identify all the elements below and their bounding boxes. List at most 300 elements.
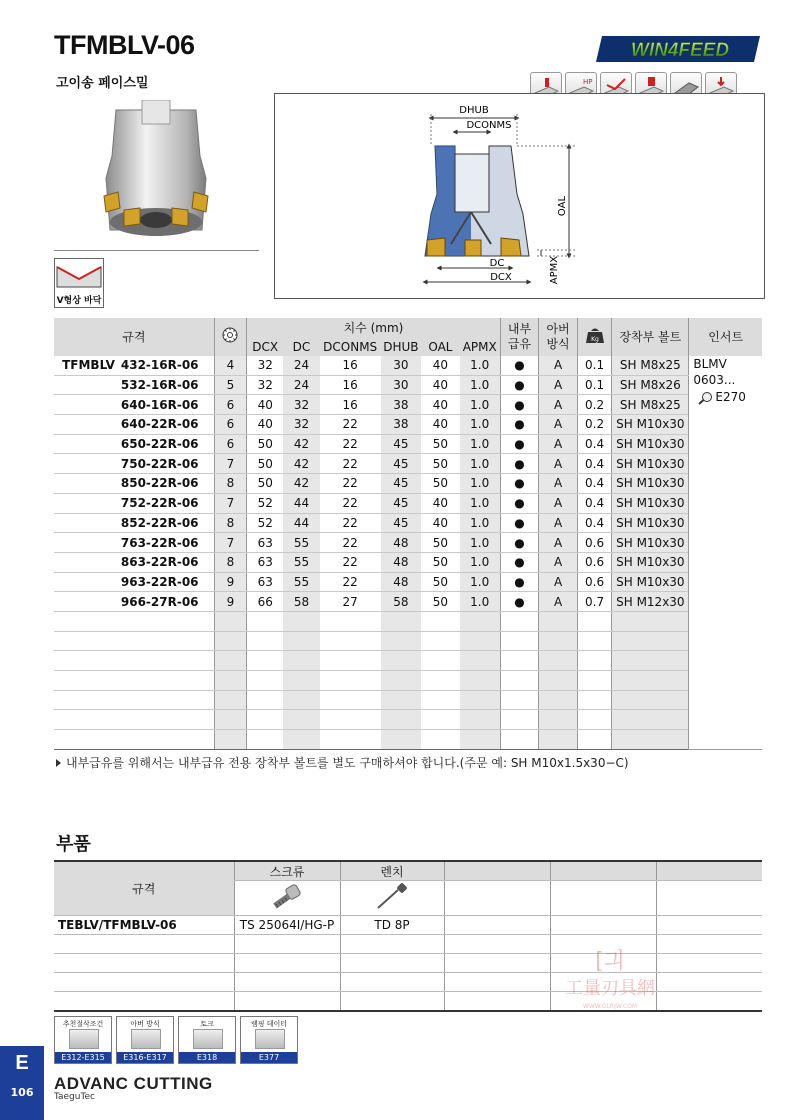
cell-dconms bbox=[320, 690, 381, 710]
cell-kg: 0.6 bbox=[577, 572, 611, 592]
cell-dcx: 52 bbox=[247, 513, 284, 533]
dc-label: DC bbox=[489, 258, 505, 269]
parts-col-designation: 규격 bbox=[54, 861, 234, 916]
cell-coolant: ● bbox=[500, 434, 539, 454]
cell-coolant bbox=[500, 651, 539, 671]
table-row bbox=[54, 375, 762, 395]
insert-code-suffix: 0603... bbox=[693, 373, 736, 387]
cutting-conditions-icon bbox=[69, 1029, 99, 1049]
cell-coolant bbox=[500, 730, 539, 750]
cell-dconms bbox=[320, 671, 381, 691]
cell-coolant: ● bbox=[500, 474, 539, 494]
col-internal-coolant: 내부 급유 bbox=[500, 318, 539, 356]
torque-icon bbox=[193, 1029, 223, 1049]
cell-apmx: 1.0 bbox=[460, 434, 501, 454]
col-mounting-bolt: 장착부 볼트 bbox=[612, 318, 689, 356]
teeth-count: 7 bbox=[214, 454, 246, 474]
cell-apmx bbox=[460, 730, 501, 750]
parts-screw bbox=[234, 973, 340, 992]
svg-text:Kg: Kg bbox=[590, 335, 599, 343]
cell-kg: 0.7 bbox=[577, 592, 611, 612]
cell-arbor: A bbox=[539, 533, 578, 553]
cell-apmx: 1.0 bbox=[460, 513, 501, 533]
parts-col-empty bbox=[550, 861, 656, 881]
cell-oal: 50 bbox=[421, 572, 460, 592]
teeth-count bbox=[214, 631, 246, 651]
cell-dconms: 22 bbox=[320, 434, 381, 454]
cell-dconms bbox=[320, 611, 381, 631]
cell-dc: 32 bbox=[283, 415, 320, 435]
cell-arbor: A bbox=[539, 493, 578, 513]
cell-apmx: 1.0 bbox=[460, 533, 501, 553]
cell-oal bbox=[421, 651, 460, 671]
teeth-count: 6 bbox=[214, 415, 246, 435]
table-row bbox=[54, 434, 762, 454]
cell-arbor: A bbox=[539, 592, 578, 612]
parts-empty-cell bbox=[444, 973, 550, 992]
model-code bbox=[117, 611, 214, 631]
cell-arbor: A bbox=[539, 356, 578, 375]
model-code bbox=[117, 651, 214, 671]
cell-bolt: SH M10x30 bbox=[612, 533, 689, 553]
page-tab bbox=[0, 1046, 44, 1120]
cell-dcx: 40 bbox=[247, 395, 284, 415]
cell-dhub: 38 bbox=[381, 395, 422, 415]
cell-bolt: SH M10x30 bbox=[612, 493, 689, 513]
teeth-count bbox=[214, 690, 246, 710]
cell-bolt: SH M10x30 bbox=[612, 474, 689, 494]
cell-dconms: 16 bbox=[320, 375, 381, 395]
cell-dconms: 22 bbox=[320, 572, 381, 592]
cell-arbor bbox=[539, 690, 578, 710]
svg-text:[긔: [긔 bbox=[595, 949, 625, 974]
cell-dconms: 16 bbox=[320, 395, 381, 415]
cell-bolt bbox=[612, 710, 689, 730]
cell-dc bbox=[283, 690, 320, 710]
cell-dc: 55 bbox=[283, 572, 320, 592]
parts-empty-cell bbox=[444, 916, 550, 935]
cell-coolant: ● bbox=[500, 493, 539, 513]
cell-dc bbox=[283, 631, 320, 651]
model-code bbox=[117, 671, 214, 691]
cell-arbor: A bbox=[539, 513, 578, 533]
model-code: 850-22R-06 bbox=[117, 474, 214, 494]
cell-oal: 50 bbox=[421, 434, 460, 454]
cell-oal: 50 bbox=[421, 552, 460, 572]
cell-coolant: ● bbox=[500, 375, 539, 395]
table-row bbox=[54, 395, 762, 415]
cell-apmx: 1.0 bbox=[460, 395, 501, 415]
cell-bolt: SH M8x25 bbox=[612, 356, 689, 375]
cell-dcx: 63 bbox=[247, 572, 284, 592]
cell-kg: 0.6 bbox=[577, 533, 611, 553]
cell-oal: 50 bbox=[421, 592, 460, 612]
cell-apmx bbox=[460, 631, 501, 651]
cell-dcx bbox=[247, 651, 284, 671]
cell-dc: 24 bbox=[283, 356, 320, 375]
cell-dcx bbox=[247, 690, 284, 710]
cell-dcx: 66 bbox=[247, 592, 284, 612]
v-bottom-label: V형상 바닥 bbox=[56, 296, 102, 306]
cell-kg bbox=[577, 651, 611, 671]
cell-bolt bbox=[612, 730, 689, 750]
cell-dhub: 45 bbox=[381, 493, 422, 513]
cell-dhub: 45 bbox=[381, 513, 422, 533]
cell-dconms: 16 bbox=[320, 356, 381, 375]
win4feed-logo bbox=[596, 34, 764, 64]
teeth-count: 8 bbox=[214, 552, 246, 572]
cell-coolant: ● bbox=[500, 533, 539, 553]
cell-dconms bbox=[320, 710, 381, 730]
parts-col-empty bbox=[444, 861, 550, 881]
cell-dhub: 48 bbox=[381, 533, 422, 553]
cell-arbor: A bbox=[539, 434, 578, 454]
dcx-label: DCX bbox=[490, 272, 512, 283]
cell-apmx bbox=[460, 671, 501, 691]
teeth-count: 8 bbox=[214, 474, 246, 494]
cell-kg: 0.4 bbox=[577, 474, 611, 494]
svg-text:HP: HP bbox=[583, 78, 593, 86]
empty-row bbox=[54, 611, 762, 631]
table-row bbox=[54, 552, 762, 572]
cell-dc: 44 bbox=[283, 513, 320, 533]
svg-text:WWW.GLRJW.COM: WWW.GLRJW.COM bbox=[582, 1003, 638, 1010]
cell-oal bbox=[421, 730, 460, 750]
cell-coolant: ● bbox=[500, 415, 539, 435]
cell-arbor: A bbox=[539, 395, 578, 415]
parts-empty-cell bbox=[550, 916, 656, 935]
oal-label: OAL bbox=[557, 195, 568, 217]
series-prefix bbox=[54, 690, 117, 710]
cell-dconms: 22 bbox=[320, 474, 381, 494]
cell-coolant: ● bbox=[500, 552, 539, 572]
cell-coolant: ● bbox=[500, 592, 539, 612]
model-code: 963-22R-06 bbox=[117, 572, 214, 592]
teeth-count: 6 bbox=[214, 395, 246, 415]
teeth-count-icon bbox=[214, 318, 246, 356]
cell-coolant bbox=[500, 631, 539, 651]
parts-model bbox=[54, 992, 234, 1012]
cell-dconms: 27 bbox=[320, 592, 381, 612]
model-code: 432-16R-06 bbox=[117, 356, 214, 375]
page-number: 106 bbox=[10, 1086, 34, 1099]
teeth-count: 9 bbox=[214, 572, 246, 592]
cell-dconms bbox=[320, 730, 381, 750]
bullet-triangle-icon bbox=[56, 759, 61, 767]
series-prefix bbox=[54, 375, 117, 395]
cell-dcx: 52 bbox=[247, 493, 284, 513]
cell-bolt bbox=[612, 611, 689, 631]
parts-model bbox=[54, 954, 234, 973]
cell-kg: 0.4 bbox=[577, 493, 611, 513]
insert-cell bbox=[689, 356, 762, 749]
parts-model: TEBLV/TFMBLV-06 bbox=[54, 916, 234, 935]
cell-kg bbox=[577, 730, 611, 750]
ref-arbor-type[interactable]: 아버 방식 E316-E317 bbox=[116, 1016, 174, 1064]
cell-dhub: 30 bbox=[381, 356, 422, 375]
dconms-label: DCONMS bbox=[466, 120, 512, 131]
cell-dc: 24 bbox=[283, 375, 320, 395]
cell-oal: 50 bbox=[421, 454, 460, 474]
col-dhub: DHUB bbox=[381, 337, 422, 356]
model-code: 650-22R-06 bbox=[117, 434, 214, 454]
cell-kg: 0.4 bbox=[577, 513, 611, 533]
model-code: 852-22R-06 bbox=[117, 513, 214, 533]
cell-apmx: 1.0 bbox=[460, 493, 501, 513]
teeth-count bbox=[214, 710, 246, 730]
empty-row bbox=[54, 730, 762, 750]
cell-dconms: 22 bbox=[320, 533, 381, 553]
cell-apmx bbox=[460, 690, 501, 710]
cell-arbor: A bbox=[539, 454, 578, 474]
cell-dhub bbox=[381, 651, 422, 671]
apmx-label: APMX bbox=[549, 255, 560, 285]
cell-arbor bbox=[539, 710, 578, 730]
teeth-count bbox=[214, 671, 246, 691]
table-row bbox=[54, 474, 762, 494]
cell-kg: 0.1 bbox=[577, 356, 611, 375]
empty-row bbox=[54, 631, 762, 651]
cell-apmx: 1.0 bbox=[460, 415, 501, 435]
cell-dhub bbox=[381, 671, 422, 691]
teeth-count: 5 bbox=[214, 375, 246, 395]
series-prefix bbox=[54, 592, 117, 612]
teeth-count bbox=[214, 651, 246, 671]
cell-bolt: SH M10x30 bbox=[612, 572, 689, 592]
empty-row bbox=[54, 710, 762, 730]
parts-screw: TS 25064I/HG-P bbox=[234, 916, 340, 935]
cell-coolant: ● bbox=[500, 454, 539, 474]
page-subtitle: 고이송 페이스밀 bbox=[56, 76, 149, 91]
cell-bolt: SH M10x30 bbox=[612, 415, 689, 435]
table-row bbox=[54, 592, 762, 612]
cell-dcx bbox=[247, 671, 284, 691]
series-prefix bbox=[54, 730, 117, 750]
series-prefix bbox=[54, 611, 117, 631]
wrench-icon bbox=[340, 881, 444, 916]
parts-empty-cell bbox=[444, 992, 550, 1012]
dhub-label: DHUB bbox=[459, 105, 489, 116]
watermark bbox=[540, 946, 680, 1012]
series-prefix bbox=[54, 415, 117, 435]
cell-kg bbox=[577, 611, 611, 631]
model-code bbox=[117, 690, 214, 710]
cell-bolt bbox=[612, 631, 689, 651]
cell-dc: 44 bbox=[283, 493, 320, 513]
col-dimensions: 치수 (mm) bbox=[247, 318, 501, 337]
footer-logo bbox=[54, 1074, 213, 1102]
section-letter: E bbox=[15, 1052, 29, 1074]
cell-bolt: SH M10x30 bbox=[612, 434, 689, 454]
series-prefix bbox=[54, 454, 117, 474]
arbor-icon bbox=[131, 1029, 161, 1049]
teeth-count: 8 bbox=[214, 513, 246, 533]
cell-bolt: SH M10x30 bbox=[612, 513, 689, 533]
teeth-count: 9 bbox=[214, 592, 246, 612]
ref-cutting-conditions[interactable]: 추천절삭조건 E312-E315 bbox=[54, 1016, 112, 1064]
cell-kg bbox=[577, 671, 611, 691]
teeth-count bbox=[214, 611, 246, 631]
cell-bolt: SH M10x30 bbox=[612, 454, 689, 474]
parts-title: 부품 bbox=[56, 834, 91, 855]
cell-bolt: SH M10x30 bbox=[612, 552, 689, 572]
teeth-count: 4 bbox=[214, 356, 246, 375]
dimension-diagram bbox=[274, 93, 765, 299]
cell-apmx: 1.0 bbox=[460, 454, 501, 474]
table-row bbox=[54, 415, 762, 435]
parts-model bbox=[54, 973, 234, 992]
model-code: 532-16R-06 bbox=[117, 375, 214, 395]
cell-oal: 50 bbox=[421, 533, 460, 553]
model-code: 640-16R-06 bbox=[117, 395, 214, 415]
cell-bolt: SH M8x26 bbox=[612, 375, 689, 395]
cell-bolt bbox=[612, 651, 689, 671]
cell-oal: 40 bbox=[421, 375, 460, 395]
cell-coolant: ● bbox=[500, 513, 539, 533]
cell-arbor bbox=[539, 671, 578, 691]
cell-oal: 40 bbox=[421, 493, 460, 513]
advance-cutting-logo: ADVANC CUTTING bbox=[54, 1074, 213, 1093]
parts-screw bbox=[234, 954, 340, 973]
v-shape-icon bbox=[55, 259, 103, 293]
product-photo bbox=[54, 100, 258, 248]
table-row bbox=[54, 572, 762, 592]
empty-row bbox=[54, 690, 762, 710]
model-code: 640-22R-06 bbox=[117, 415, 214, 435]
cell-dcx bbox=[247, 611, 284, 631]
cell-apmx: 1.0 bbox=[460, 572, 501, 592]
parts-col-screw: 스크류 bbox=[234, 861, 340, 881]
magnifier-icon bbox=[697, 391, 715, 405]
cell-dhub bbox=[381, 631, 422, 651]
coolant-note: 내부급유를 위해서는 내부급유 전용 장착부 볼트를 별도 구매하셔야 합니다.(주문 예: SH M10x1.5x30−C) bbox=[56, 754, 629, 771]
insert-code: BLMV bbox=[693, 357, 727, 371]
model-code: 966-27R-06 bbox=[117, 592, 214, 612]
cell-dc: 58 bbox=[283, 592, 320, 612]
brand-text: WIN4FEED bbox=[630, 40, 730, 61]
cell-dc: 42 bbox=[283, 474, 320, 494]
cell-dhub: 30 bbox=[381, 375, 422, 395]
model-code bbox=[117, 631, 214, 651]
cell-arbor bbox=[539, 631, 578, 651]
table-row bbox=[54, 493, 762, 513]
cell-dconms bbox=[320, 631, 381, 651]
cell-dhub bbox=[381, 690, 422, 710]
cell-oal: 50 bbox=[421, 474, 460, 494]
cell-dc: 55 bbox=[283, 533, 320, 553]
parts-wrench bbox=[340, 973, 444, 992]
parts-model bbox=[54, 935, 234, 954]
page-title: TFMBLV-06 bbox=[54, 30, 195, 60]
cell-kg: 0.2 bbox=[577, 395, 611, 415]
cell-dcx: 50 bbox=[247, 454, 284, 474]
screw-icon bbox=[234, 881, 340, 916]
cell-arbor: A bbox=[539, 474, 578, 494]
cell-oal: 40 bbox=[421, 395, 460, 415]
cell-dc: 32 bbox=[283, 395, 320, 415]
col-arbor-type: 아버 방식 bbox=[539, 318, 578, 356]
series-prefix bbox=[54, 533, 117, 553]
cell-arbor: A bbox=[539, 552, 578, 572]
parts-empty-cell bbox=[656, 916, 762, 935]
cell-dhub: 45 bbox=[381, 454, 422, 474]
series-prefix bbox=[54, 395, 117, 415]
col-designation: 규격 bbox=[54, 318, 214, 356]
cell-coolant bbox=[500, 671, 539, 691]
series-prefix bbox=[54, 474, 117, 494]
cell-oal: 40 bbox=[421, 415, 460, 435]
ref-ramping-data[interactable]: 램핑 데이터 E377 bbox=[240, 1016, 298, 1064]
company-name: TaeguTec bbox=[54, 1092, 95, 1102]
cell-arbor bbox=[539, 730, 578, 750]
parts-empty-cell bbox=[444, 935, 550, 954]
cell-dhub: 48 bbox=[381, 552, 422, 572]
cell-coolant bbox=[500, 611, 539, 631]
col-dc: DC bbox=[283, 337, 320, 356]
parts-wrench bbox=[340, 954, 444, 973]
series-prefix bbox=[54, 710, 117, 730]
cell-dc bbox=[283, 651, 320, 671]
series-prefix bbox=[54, 631, 117, 651]
cell-bolt: SH M12x30 bbox=[612, 592, 689, 612]
cell-bolt: SH M8x25 bbox=[612, 395, 689, 415]
cell-dcx: 50 bbox=[247, 434, 284, 454]
parts-wrench bbox=[340, 935, 444, 954]
cell-oal bbox=[421, 690, 460, 710]
cell-dcx: 32 bbox=[247, 375, 284, 395]
model-code bbox=[117, 710, 214, 730]
teeth-count bbox=[214, 730, 246, 750]
cell-oal bbox=[421, 671, 460, 691]
cell-dc: 42 bbox=[283, 434, 320, 454]
series-prefix bbox=[54, 552, 117, 572]
weight-kg-icon bbox=[577, 318, 611, 356]
series-prefix bbox=[54, 513, 117, 533]
insert-page-ref: E270 bbox=[715, 390, 746, 404]
cell-dhub: 38 bbox=[381, 415, 422, 435]
cell-kg: 0.1 bbox=[577, 375, 611, 395]
table-row bbox=[54, 513, 762, 533]
cell-coolant: ● bbox=[500, 395, 539, 415]
ref-torque[interactable]: 토크 E318 bbox=[178, 1016, 236, 1064]
cell-arbor bbox=[539, 611, 578, 631]
cell-arbor: A bbox=[539, 375, 578, 395]
cell-dconms: 22 bbox=[320, 493, 381, 513]
cell-oal bbox=[421, 631, 460, 651]
series-prefix bbox=[54, 651, 117, 671]
col-dconms: DCONMS bbox=[320, 337, 381, 356]
cell-arbor: A bbox=[539, 415, 578, 435]
model-code: 752-22R-06 bbox=[117, 493, 214, 513]
model-code: 750-22R-06 bbox=[117, 454, 214, 474]
series-prefix bbox=[54, 434, 117, 454]
cell-kg: 0.4 bbox=[577, 434, 611, 454]
cell-kg bbox=[577, 690, 611, 710]
cell-dconms bbox=[320, 651, 381, 671]
col-apmx: APMX bbox=[460, 337, 501, 356]
cell-dc bbox=[283, 671, 320, 691]
insert-page-link[interactable] bbox=[693, 388, 762, 406]
parts-col-empty bbox=[656, 861, 762, 881]
cell-dc: 55 bbox=[283, 552, 320, 572]
cell-dconms: 22 bbox=[320, 454, 381, 474]
cell-kg bbox=[577, 710, 611, 730]
cell-dhub: 58 bbox=[381, 592, 422, 612]
cell-dcx bbox=[247, 631, 284, 651]
cell-oal: 40 bbox=[421, 513, 460, 533]
model-code bbox=[117, 730, 214, 750]
cell-coolant bbox=[500, 710, 539, 730]
